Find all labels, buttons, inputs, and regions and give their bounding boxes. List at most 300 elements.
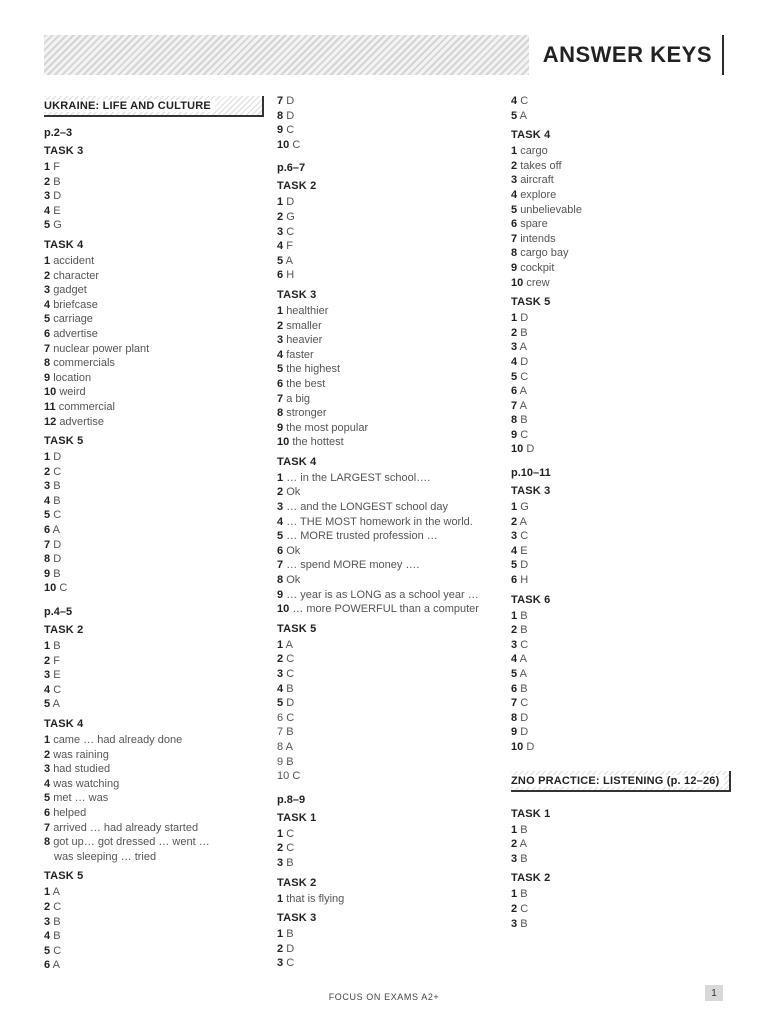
answer-item — [44, 567, 264, 582]
answer-text: a big — [286, 392, 311, 405]
page-heading: p.10–11 — [511, 467, 551, 480]
answer-item — [277, 841, 502, 856]
answer-number: 8 — [277, 574, 284, 587]
answer-item — [277, 471, 502, 486]
answer-text: healthier — [286, 304, 329, 317]
answer-number: 4 — [277, 348, 284, 361]
answer-number: 3 — [511, 638, 518, 651]
answer-list — [511, 609, 731, 755]
answer-list — [44, 160, 264, 233]
answer-number: 10 — [511, 443, 524, 456]
answer-item — [277, 333, 502, 348]
answer-number: 9 — [277, 421, 284, 434]
answer-text: D — [526, 443, 535, 456]
answer-item — [511, 232, 731, 247]
answer-text: came … had already done — [53, 734, 183, 746]
answer-text: smaller — [286, 319, 322, 332]
footer-text: FOCUS ON EXAMS A2+ — [328, 992, 440, 1002]
answer-number: 4 — [277, 240, 284, 253]
answer-item — [511, 823, 731, 838]
answer-number: 2 — [511, 515, 518, 528]
answer-text: C — [53, 944, 62, 957]
answer-item — [511, 623, 731, 638]
answer-text: B — [520, 852, 528, 865]
answer-item — [511, 638, 731, 653]
answer-text: C — [520, 95, 529, 107]
answer-number: 9 — [511, 261, 518, 274]
answer-item — [277, 319, 502, 334]
answer-number: 2 — [44, 465, 51, 478]
answer-item — [44, 777, 264, 792]
answer-number: 4 — [44, 298, 51, 311]
answer-item — [511, 667, 731, 682]
answer-number: 3 — [277, 334, 284, 347]
answer-text: B — [520, 823, 528, 836]
answer-number: 6 — [511, 682, 518, 695]
answer-item — [277, 485, 502, 500]
answer-text: weird — [59, 386, 86, 399]
answer-item — [44, 415, 264, 430]
answer-number: 3 — [511, 917, 518, 930]
answer-number: 2 — [277, 319, 284, 332]
answer-text: was watching — [53, 777, 120, 790]
page-title: ANSWER KEYS — [529, 35, 724, 75]
answer-text: D — [526, 740, 535, 753]
answer-list — [511, 144, 731, 290]
answer-item — [277, 740, 502, 755]
answer-number: 7 — [44, 821, 51, 834]
answer-item — [277, 588, 502, 603]
answer-number: 4 — [511, 95, 518, 107]
answer-item — [44, 806, 264, 821]
task-heading: TASK 4 — [511, 129, 551, 142]
answer-text: faster — [286, 348, 314, 361]
answer-item — [44, 189, 264, 204]
answer-item — [511, 413, 731, 428]
answer-text: the hottest — [292, 436, 344, 449]
answer-number: 2 — [277, 653, 284, 666]
answer-item — [277, 711, 502, 726]
answer-number: 7 — [44, 538, 51, 551]
answer-number: 6 — [44, 327, 51, 340]
answer-number: 1 — [277, 892, 284, 905]
answer-item — [44, 312, 264, 327]
answer-item — [277, 109, 502, 124]
answer-number: 4 — [44, 494, 51, 507]
answer-text: advertise — [53, 327, 98, 340]
answer-number: 2 — [511, 326, 518, 339]
answer-number: 5 — [44, 792, 51, 805]
answer-text: C — [53, 683, 62, 696]
answer-number: 2 — [277, 942, 284, 955]
answer-text: H — [286, 269, 295, 282]
answer-text: D — [286, 942, 295, 955]
answer-text: location — [53, 371, 92, 384]
answer-text: Ok — [286, 486, 301, 499]
answer-list — [277, 471, 502, 617]
answer-text: F — [53, 161, 60, 173]
answer-text: B — [286, 726, 294, 739]
answer-text: cargo — [520, 145, 548, 158]
answer-text: commercial — [58, 400, 115, 413]
answer-number: 10 — [511, 740, 524, 753]
task-heading: TASK 4 — [44, 718, 84, 730]
answer-text: … year is as LONG as a school year … — [286, 588, 479, 601]
answer-text: B — [520, 624, 528, 637]
answer-item — [44, 465, 264, 480]
answer-text: G — [286, 210, 295, 223]
answer-item — [511, 144, 731, 159]
answer-item — [44, 762, 264, 777]
answer-item — [277, 254, 502, 269]
answer-number: 10 — [277, 770, 290, 783]
answer-item — [511, 428, 731, 443]
answer-number: 3 — [511, 852, 518, 865]
answer-text: C — [286, 225, 295, 238]
answer-text: A — [52, 698, 60, 711]
answer-number: 7 — [277, 392, 284, 405]
answer-text: Ok — [286, 544, 301, 557]
answer-list — [511, 887, 731, 931]
answer-number: 5 — [511, 559, 518, 572]
answer-number: 5 — [277, 530, 284, 543]
answer-text: E — [520, 544, 528, 557]
answer-text: C — [53, 465, 62, 478]
answer-item — [44, 508, 264, 523]
answer-text: D — [286, 196, 295, 209]
answer-number: 12 — [44, 415, 57, 428]
answer-text: B — [286, 755, 294, 768]
answer-text: B — [520, 326, 528, 339]
answer-text: that is flying — [286, 892, 345, 905]
answer-number: 1 — [511, 888, 518, 901]
answer-number: 7 — [511, 399, 518, 412]
task-heading: TASK 6 — [511, 593, 551, 606]
answer-text: C — [53, 509, 62, 522]
answer-text: C — [286, 957, 295, 970]
answer-item — [511, 276, 731, 291]
answer-item — [44, 269, 264, 284]
answer-text: G — [53, 219, 62, 232]
answer-item — [511, 682, 731, 697]
answer-item — [277, 827, 502, 842]
answer-number: 10 — [277, 138, 290, 151]
answer-text: … spend MORE money …. — [286, 559, 420, 572]
column-2 — [277, 94, 502, 971]
answer-item — [511, 109, 731, 124]
answer-number: 4 — [277, 515, 284, 528]
answer-text: B — [520, 682, 528, 695]
answer-number: 4 — [511, 544, 518, 557]
answer-text: commercials — [53, 357, 115, 370]
answer-item — [277, 696, 502, 711]
answer-item — [511, 188, 731, 203]
answer-text: B — [53, 930, 61, 943]
answer-item — [511, 399, 731, 414]
answer-text: aircraft — [520, 174, 554, 187]
answer-item — [511, 887, 731, 902]
answer-text: C — [286, 668, 295, 680]
column-3 — [511, 94, 731, 931]
answer-text: C — [286, 711, 295, 724]
answer-text: B — [53, 567, 61, 580]
answer-text: A — [519, 341, 527, 354]
answer-number: 3 — [277, 225, 284, 238]
answer-number: 9 — [511, 726, 518, 739]
answer-item — [277, 500, 502, 515]
answer-number: 2 — [44, 269, 51, 282]
answer-item — [44, 160, 264, 175]
answer-number: 2 — [44, 654, 51, 667]
answer-text: C — [59, 582, 68, 595]
answer-list — [277, 827, 502, 871]
answer-number: 9 — [277, 124, 284, 137]
answer-text: the most popular — [286, 421, 369, 434]
answer-text: D — [520, 559, 529, 572]
answer-number: 6 — [511, 385, 518, 398]
answer-number: 1 — [44, 640, 51, 653]
task-heading: TASK 4 — [277, 455, 317, 468]
answer-number: 9 — [277, 588, 284, 601]
answer-text: D — [53, 451, 62, 464]
answer-item — [511, 725, 731, 740]
answer-text: spare — [520, 218, 548, 231]
answer-number: 7 — [511, 232, 518, 245]
answer-item — [277, 927, 502, 942]
page-number: 1 — [705, 985, 723, 1001]
answer-text: D — [520, 726, 529, 739]
answer-item — [511, 573, 731, 588]
task-heading: TASK 4 — [44, 238, 84, 251]
answer-item — [277, 558, 502, 573]
answer-item — [511, 652, 731, 667]
answer-text: C — [520, 370, 529, 383]
answer-text: cockpit — [520, 261, 555, 274]
answer-item — [44, 283, 264, 298]
answer-number: 1 — [277, 827, 284, 840]
answer-item — [44, 538, 264, 553]
answer-item — [277, 515, 502, 530]
answer-item — [44, 915, 264, 930]
answer-number: 1 — [44, 254, 51, 267]
answer-item — [511, 311, 731, 326]
answer-item — [511, 326, 731, 341]
answer-number: 5 — [277, 254, 284, 267]
answer-number: 7 — [511, 697, 518, 710]
answer-item — [511, 442, 731, 457]
answer-text: C — [286, 124, 295, 137]
task-heading: TASK 2 — [277, 180, 317, 193]
answer-number: 8 — [44, 357, 51, 370]
answer-item — [44, 371, 264, 386]
answer-text: F — [53, 654, 60, 667]
answer-number: 10 — [277, 436, 290, 449]
answer-text: cargo bay — [520, 247, 569, 260]
answer-item — [44, 218, 264, 233]
answer-number: 3 — [277, 957, 284, 970]
answer-item — [511, 355, 731, 370]
answer-number: 6 — [511, 218, 518, 231]
answer-number: 5 — [44, 219, 51, 232]
task-heading: TASK 3 — [511, 485, 551, 498]
answer-text: E — [53, 669, 61, 682]
answer-number: 5 — [44, 944, 51, 957]
answer-number: 1 — [511, 312, 518, 325]
answer-item — [277, 195, 502, 210]
answer-item — [511, 159, 731, 174]
answer-list — [44, 639, 264, 712]
answer-number: 6 — [277, 269, 284, 282]
answer-item — [44, 175, 264, 190]
answer-item — [511, 902, 731, 917]
answer-number: 3 — [44, 480, 51, 493]
answer-text: met … was — [53, 792, 109, 805]
answer-item — [44, 791, 264, 806]
answer-number: 1 — [44, 886, 51, 899]
answer-number: 6 — [277, 711, 284, 724]
answer-number: 5 — [277, 697, 284, 710]
answer-text: C — [292, 770, 301, 783]
answer-item — [277, 377, 502, 392]
answer-number: 2 — [277, 486, 284, 499]
answer-text: C — [286, 827, 295, 840]
answer-text: B — [53, 915, 61, 928]
answer-item — [44, 204, 264, 219]
answer-text: … and the LONGEST school day — [286, 501, 449, 514]
answer-text: C — [520, 638, 529, 651]
answer-item — [44, 900, 264, 915]
answer-item — [277, 435, 502, 450]
task-heading: TASK 5 — [44, 435, 84, 448]
task-heading: TASK 3 — [277, 912, 317, 925]
answer-text: A — [519, 838, 527, 851]
answer-text: B — [286, 682, 294, 695]
answer-item — [277, 769, 502, 784]
section-banner-zno: ZNO PRACTICE: LISTENING (p. 12–26) — [511, 771, 731, 792]
answer-number: 3 — [277, 856, 284, 869]
answer-text: D — [520, 355, 529, 368]
answer-item — [277, 892, 502, 907]
answer-text: D — [286, 109, 295, 122]
answer-item — [277, 123, 502, 138]
answer-item — [277, 682, 502, 697]
answer-number: 4 — [44, 204, 51, 217]
answer-number: 3 — [44, 190, 51, 203]
answer-item — [277, 725, 502, 740]
answer-item — [44, 821, 264, 836]
answer-item — [511, 94, 731, 109]
answer-number: 3 — [44, 915, 51, 928]
answer-text: D — [53, 190, 62, 203]
answer-list — [511, 94, 731, 123]
answer-number: 1 — [44, 734, 51, 746]
answer-item — [511, 217, 731, 232]
answer-number: 1 — [511, 145, 518, 158]
answer-number: 5 — [44, 509, 51, 522]
answer-number: 5 — [511, 668, 518, 680]
answer-item — [511, 609, 731, 624]
answer-item — [277, 362, 502, 377]
answer-item — [277, 94, 502, 109]
answer-text: helped — [53, 806, 87, 819]
answer-number: 1 — [511, 609, 518, 622]
answer-item — [44, 523, 264, 538]
answer-text: C — [520, 428, 529, 441]
answer-number: 10 — [511, 276, 524, 289]
answer-number: 3 — [44, 763, 51, 776]
answer-number: 5 — [44, 698, 51, 711]
answer-text: A — [519, 653, 527, 666]
answer-number: 2 — [511, 159, 518, 172]
answer-list — [511, 500, 731, 588]
answer-text: carriage — [53, 313, 93, 326]
answer-number: 3 — [277, 501, 284, 514]
answer-number: 3 — [277, 668, 284, 680]
page-heading: p.8–9 — [277, 793, 306, 806]
answer-item — [277, 652, 502, 667]
answer-text: A — [285, 638, 293, 651]
answer-text: B — [53, 480, 61, 493]
answer-number: 1 — [277, 196, 284, 209]
answer-item — [277, 942, 502, 957]
answer-item — [44, 748, 264, 763]
answer-text: got up… got dressed … went … — [53, 836, 210, 849]
answer-text: nuclear power plant — [53, 342, 150, 355]
answer-text: A — [519, 385, 527, 398]
answer-number: 9 — [277, 755, 284, 768]
answer-text: A — [52, 959, 60, 972]
answer-number: 1 — [44, 161, 51, 173]
answer-number: 1 — [277, 928, 284, 941]
answer-item — [44, 581, 264, 596]
answer-text: … more POWERFUL than a computer — [292, 603, 479, 616]
answer-text: D — [520, 312, 529, 325]
answer-text: C — [520, 697, 529, 710]
answer-text: advertise — [59, 415, 104, 428]
answer-text: D — [53, 538, 62, 551]
answer-text: gadget — [53, 284, 87, 297]
answer-text: D — [520, 711, 529, 724]
answer-number: 6 — [511, 574, 518, 587]
answer-number: 6 — [44, 959, 51, 972]
answer-item — [277, 529, 502, 544]
answer-item — [44, 552, 264, 567]
answer-item — [44, 683, 264, 698]
page-heading: p.2–3 — [44, 127, 73, 139]
answer-number: 4 — [511, 355, 518, 368]
answer-item — [44, 668, 264, 683]
answer-text: intends — [520, 232, 556, 245]
answer-number: 8 — [277, 740, 284, 753]
page-heading: p.4–5 — [44, 606, 73, 619]
answer-item — [44, 400, 264, 415]
answer-text: … in the LARGEST school…. — [286, 471, 431, 484]
answer-number: 2 — [44, 748, 51, 761]
answer-text: the highest — [286, 363, 341, 376]
answer-text: A — [519, 109, 527, 122]
answer-item — [277, 544, 502, 559]
answer-item — [511, 173, 731, 188]
answer-item — [44, 327, 264, 342]
answer-text: H — [520, 574, 529, 587]
answer-item — [511, 558, 731, 573]
answer-number: 10 — [44, 582, 57, 595]
answer-item — [277, 348, 502, 363]
answer-number: 8 — [44, 836, 51, 849]
answer-text: B — [53, 494, 61, 507]
answer-text: arrived … had already started — [53, 821, 199, 834]
answer-item — [277, 956, 502, 971]
